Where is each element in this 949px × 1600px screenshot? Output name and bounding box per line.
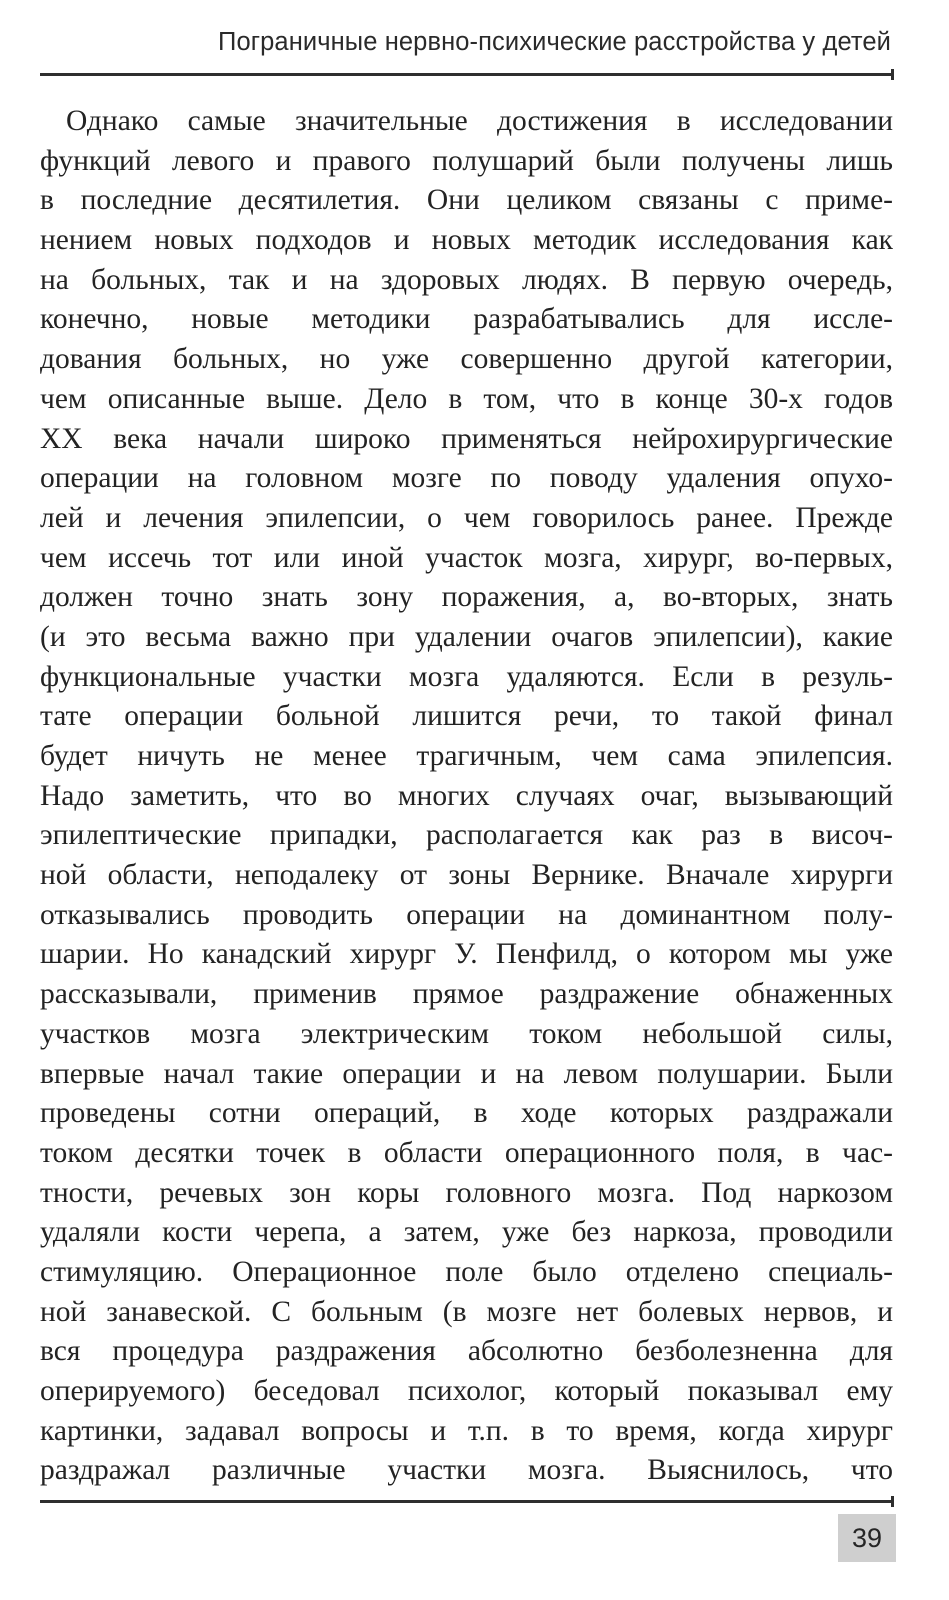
text-line: вся процедура раздражения абсолютно безболезненна для xyxy=(40,1335,893,1368)
text-line: раздражал различные участки мозга. Выяснилось, что xyxy=(40,1454,893,1487)
text-line: дования больных, но уже совершенно другой категории, xyxy=(40,343,893,376)
text-line: чем иссечь тот или иной участок мозга, хирург, во-первых, xyxy=(40,541,893,574)
text-line: впервые начал такие операции и на левом полушарии. Были xyxy=(40,1057,893,1090)
text-line: на больных, так и на здоровых людях. В первую очередь, xyxy=(40,263,893,296)
text-line: шарии. Но канадский хирург У. Пенфилд, о котором мы уже xyxy=(40,938,893,971)
text-line: XX века начали широко применяться нейрохирургические xyxy=(40,422,893,455)
header-rule xyxy=(40,73,893,76)
text-line: конечно, новые методики разрабатывались для иссле- xyxy=(40,303,893,336)
text-line: (и это весьма важно при удалении очагов эпилепсии), какие xyxy=(40,620,893,653)
text-line: в последние десятилетия. Они целиком связаны с приме- xyxy=(40,184,893,217)
footer-rule xyxy=(40,1500,893,1503)
text-line: должен точно знать зону поражения, а, во-вторых, знать xyxy=(40,581,893,614)
text-line: оперируемого) беседовал психолог, который показывал ему xyxy=(40,1375,893,1407)
text-line: картинки, задавал вопросы и т.п. в то время, когда хирург xyxy=(40,1414,893,1447)
text-line: функций левого и правого полушарий были получены лишь xyxy=(40,144,893,177)
text-line: током десятки точек в области операционного поля, в час- xyxy=(40,1136,893,1169)
text-line: операции на головном мозге по поводу удаления опухо- xyxy=(40,462,893,495)
running-header-title: Пограничные нервно-психические расстройства у детей xyxy=(218,28,891,56)
body-text xyxy=(40,102,893,1491)
text-line: участков мозга электрическим током небольшой силы, xyxy=(40,1017,893,1050)
text-line: проведены сотни операций, в ходе которых раздражали xyxy=(40,1097,893,1130)
text-line: стимуляцию. Операционное поле было отделено специаль- xyxy=(40,1255,893,1288)
text-line: Надо заметить, что во многих случаях очаг, вызывающий xyxy=(40,779,893,812)
text-line: отказывались проводить операции на доминантном полу- xyxy=(40,898,893,931)
text-line: ной занавеской. С больным (в мозге нет болевых нервов, и xyxy=(40,1295,893,1328)
text-line: удаляли кости черепа, а затем, уже без наркоза, проводили xyxy=(40,1216,893,1249)
text-line: будет ничуть не менее трагичным, чем сама эпилепсия. xyxy=(40,740,893,772)
text-line: лей и лечения эпилепсии, о чем говорилось ранее. Прежде xyxy=(40,501,893,534)
text-line: тате операции больной лишится речи, то такой финал xyxy=(40,700,893,733)
text-line: тности, речевых зон коры головного мозга. Под наркозом xyxy=(40,1176,893,1209)
text-line: функциональные участки мозга удаляются. Если в резуль- xyxy=(40,660,893,693)
text-line: эпилептические припадки, располагается как раз в височ- xyxy=(40,819,893,852)
text-line: ной области, неподалеку от зоны Вернике. Вначале хирурги xyxy=(40,859,893,892)
text-line: рассказывали, применив прямое раздражение обнаженных xyxy=(40,978,893,1011)
page-number: 39 xyxy=(838,1514,896,1562)
text-line: Однако самые значительные достижения в исследовании xyxy=(66,105,893,137)
text-line: чем описанные выше. Дело в том, что в конце 30-х годов xyxy=(40,382,893,415)
text-line: нением новых подходов и новых методик исследования как xyxy=(40,224,893,257)
